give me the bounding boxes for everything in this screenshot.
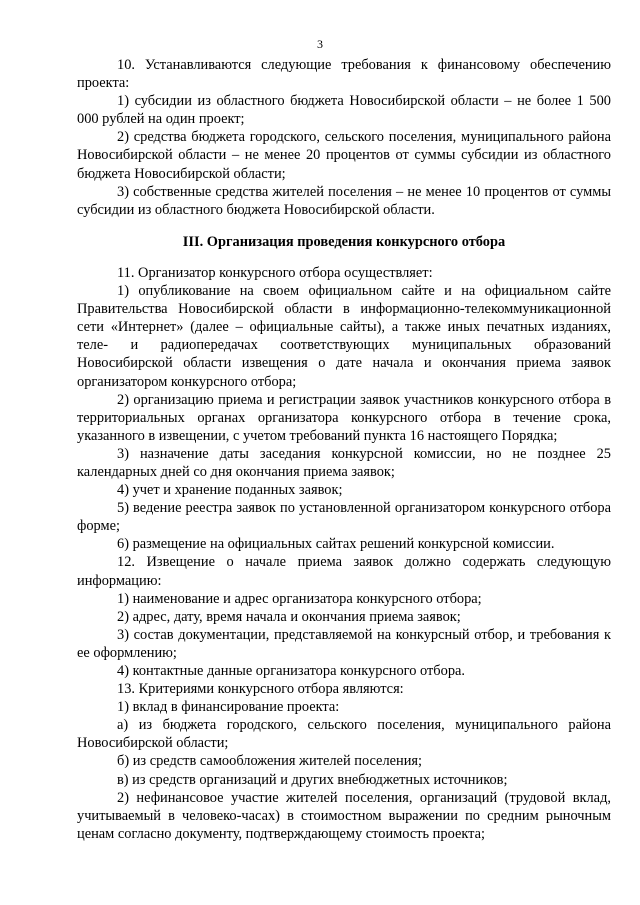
paragraph: 11. Организатор конкурсного отбора осуществляет: bbox=[117, 264, 433, 281]
paragraph: 6) размещение на официальных сайтах решений конкурсной комиссии. bbox=[117, 536, 555, 553]
paragraph: 13. Критериями конкурсного отбора являются: bbox=[117, 681, 404, 698]
paragraph: 3) собственные средства жителей поселения – не менее 10 процентов от суммы субсидии из областного бюджета Новосибирской области. bbox=[77, 183, 611, 218]
paragraph: б) из средств самообложения жителей поселения; bbox=[117, 753, 423, 770]
paragraph: 2) нефинансовое участие жителей поселения, организаций (трудовой вклад, учитываемый в человеко-часах) в стоимостном выражении по средним рыночным ценам согласно документу, подтверждающему стоимость проекта; bbox=[77, 789, 611, 842]
paragraph: 1) вклад в финансирование проекта: bbox=[117, 699, 340, 716]
section-heading: III. Организация проведения конкурсного отбора bbox=[182, 233, 506, 250]
paragraph: 1) опубликование на своем официальном сайте и на официальном сайте Правительства Новосибирской области в информационно-телекоммуникационной сети «Интернет» (далее – официальные сайты), а также иных печатных изданиях, теле- и радиопередачах соответствующих муниципальных образований Новосибирской области извещения о дате начала и окончания приема заявок организатором конкурсного отбора; bbox=[77, 283, 611, 390]
paragraph: 1) наименование и адрес организатора конкурсного отбора; bbox=[117, 590, 482, 607]
paragraph: 3) состав документации, представляемой на конкурсный отбор, и требования к ее оформлению; bbox=[77, 626, 611, 661]
paragraph: 10. Устанавливаются следующие требования к финансовому обеспечению проекта: bbox=[77, 57, 611, 92]
paragraph: 2) адрес, дату, время начала и окончания приема заявок; bbox=[117, 608, 461, 625]
paragraph: 2) организацию приема и регистрации заявок участников конкурсного отбора в территориальных органах организатора конкурсного отбора в течение срока, указанного в извещении, с учетом требований пункта 16 настоящего Порядка; bbox=[77, 391, 611, 444]
paragraph: 4) учет и хранение поданных заявок; bbox=[117, 482, 343, 499]
paragraph: 4) контактные данные организатора конкурсного отбора. bbox=[117, 663, 466, 679]
paragraph: 1) субсидии из областного бюджета Новосибирской области – не более 1 500 000 рублей на один проект; bbox=[77, 93, 611, 128]
paragraph: 3) назначение даты заседания конкурсной комиссии, но не позднее 25 календарных дней со дня окончания приема заявок; bbox=[77, 445, 611, 480]
paragraph: 12. Извещение о начале приема заявок должно содержать следующую информацию: bbox=[77, 554, 611, 589]
document-body bbox=[77, 56, 611, 843]
paragraph: 5) ведение реестра заявок по установленной организатором конкурсного отбора форме; bbox=[77, 500, 611, 535]
paragraph: 2) средства бюджета городского, сельского поселения, муниципального района Новосибирской области – не менее 20 процентов от суммы субсидии из областного бюджета Новосибирской области; bbox=[77, 129, 611, 182]
paragraph: в) из средств организаций и других внебюджетных источников; bbox=[117, 771, 508, 788]
paragraph: а) из бюджета городского, сельского поселения, муниципального района Новосибирской области; bbox=[77, 717, 611, 752]
page-number: 3 bbox=[317, 37, 323, 51]
